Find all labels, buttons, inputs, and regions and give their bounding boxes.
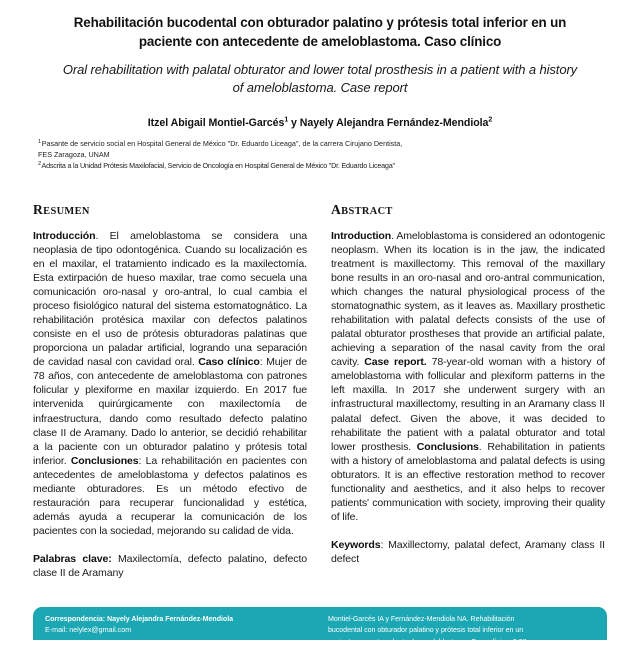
abstract-case-text: 78-year-old woman with a history of ameloblastoma with follicular and plexiform patterns in the left maxilla. In 2017 she underwent surgery with an infrastructural maxillectomy, resulting in an Aramany class II palatal defect. Given the above, it was decided to rehabilitate the patient with a palatal obturator and total lower prosthesis.: [331, 356, 606, 453]
abstract-column-spanish: [33, 203, 307, 580]
affiliation-1-line-1: Pasante de servicio social en Hospital General de México "Dr. Eduardo Liceaga", de la carrera Cirujano Dentista,: [41, 139, 403, 149]
resumen-heading-initial: R: [33, 202, 44, 217]
author-list: [0, 117, 640, 129]
resumen-heading: [33, 203, 307, 218]
resumen-body: [33, 229, 307, 539]
abstract-heading: [331, 203, 605, 218]
palabras-clave-text: Maxilectomía, defecto palatino, defecto clase II de Aramany: [33, 553, 307, 580]
author-two-affiliation-marker: 2: [488, 116, 493, 124]
resumen-intro-label: Introducción: [33, 229, 96, 242]
footer-bar: [33, 607, 607, 646]
abstract-case-label: Case report.: [364, 356, 427, 369]
affiliation-marker-2: 2: [38, 160, 41, 167]
keywords-label: Keywords: [331, 539, 381, 552]
citation-line-2: bucodental con obturador palatino y prótesis total inferior en un: [328, 626, 524, 635]
keywords: [331, 538, 605, 566]
citation-line-1: Montiel-Garcés IA y Fernández-Mendiola NA. Rehabilitación: [328, 615, 515, 623]
author-one-affiliation-marker: 1: [284, 116, 289, 124]
abstract-conclusions-text: . Rehabilitation in patients with a history of ameloblastoma and palatal defects is using obturators. It is an effective restoration method to recover functionality and aesthetics, and it also helps to recover patients' communication with society, improving their quality of life.: [331, 440, 606, 524]
correspondence-email[interactable]: E-mail: nelylex@gmail.com: [45, 626, 132, 635]
resumen-case-text: : Mujer de 78 años, con antecedente de ameloblastoma con patrones folicular y plexiforme en maxilar izquierdo. En 2017 fue intervenida quirúrgicamente con maxilectomía de infraestructura, dando como resultado defecto palatino clase II de Aramany. Dado lo anterior, se decidió rehabilitar a la paciente con un obturador palatino y prótesis total inferior.: [33, 356, 307, 467]
affiliation-item-2: [38, 161, 588, 172]
abstract-column-english: [331, 203, 605, 580]
page-title: Rehabilitación bucodental con obturador palatino y prótesis total inferior en un paciente con antecedente de ameloblastoma. Caso clínico: [73, 15, 567, 49]
abstract-heading-rest: BSTRACT: [341, 206, 393, 217]
abstract-intro-text: . Ameloblastoma is considered an odontogenic neoplasm. When its location is in the jaw, the indicated treatment is maxillectomy. This removal of the maxillary bone results in an oro-nasal and oro-antral communication, which changes the natural physiological process of the stomatognathic system, as it leaves as. Maxillary prosthetic rehabilitation with palatal defects consists of the use of palatal obturator prostheses that provide an artificial palate, achieving a separation of the nasal cavity from the oral cavity.: [331, 229, 605, 369]
affiliation-1-line-2: FES Zaragoza, UNAM: [38, 150, 110, 160]
page-subtitle-english: Oral rehabilitation with palatal obturator and lower total prosthesis in a patient with a history of ameloblastoma. Case report: [62, 62, 578, 96]
affiliation-list: [38, 139, 588, 172]
resumen-conclusions-label: Conclusiones: [70, 454, 139, 467]
affiliation-item-1: [38, 139, 588, 150]
palabras-clave: [33, 552, 307, 580]
abstract-columns: [0, 203, 640, 580]
abstract-conclusions-label: Conclusions: [416, 440, 479, 453]
author-two: y Nayely Alejandra Fernández-Mendiola: [288, 117, 489, 130]
affiliation-2-line-1: Adscrita a la Unidad Prótesis Maxilofacial, Servicio de Oncología en Hospital General de México "Dr. Eduardo Liceaga": [41, 161, 395, 171]
affiliation-marker-1: 1: [38, 138, 42, 145]
resumen-case-label: Caso clínico: [198, 356, 260, 369]
keywords-text: : Maxillectomy, palatal defect, Aramany class II defect: [331, 539, 605, 566]
palabras-clave-label: Palabras clave:: [33, 553, 112, 566]
abstract-body: [331, 229, 605, 525]
resumen-intro-text: . El ameloblastoma se considera una neoplasia de tipo odontogénica. Cuando su localización es en el maxilar, el tratamiento indicado es la maxilectomía. Esta extirpación de hueso maxilar, trae como secuela una comunicación oro-nasal y oro-antral, lo cual cambia el proceso fisiológico natural del sistema estomatognático. La rehabilitación protésica maxilar con defectos palatinos consiste en el uso de prótesis obturadoras palatinas que proporciona un paladar artificial, logrando una separación de cavidad nasal con cavidad oral.: [33, 229, 307, 369]
abstract-heading-initial: A: [331, 202, 342, 217]
title-block: [0, 0, 640, 97]
resumen-heading-rest: ESUMEN: [43, 206, 90, 217]
resumen-conclusions-text: : La rehabilitación en pacientes con antecedentes de ameloblastoma y defectos palatinos es mediante obturadores. Es un método efectivo de restauración para recuperar funcionalidad y estética, además ayuda a recuperar la comunicación de los pacientes con la sociedad, mejorando su calidad de vida.: [33, 454, 307, 538]
correspondence-block: [33, 614, 328, 640]
abstract-intro-label: Introduction: [331, 229, 392, 242]
correspondence-label: Correspondencia: Nayely Alejandra Fernández-Mendiola: [45, 615, 234, 623]
citation-block: [328, 614, 607, 646]
citation-line-3: paciente con antecedente de ameloblastoma. Caso clínico. 2;28:: [328, 637, 529, 646]
author-one: Itzel Abigail Montiel-Garcés: [147, 117, 285, 130]
